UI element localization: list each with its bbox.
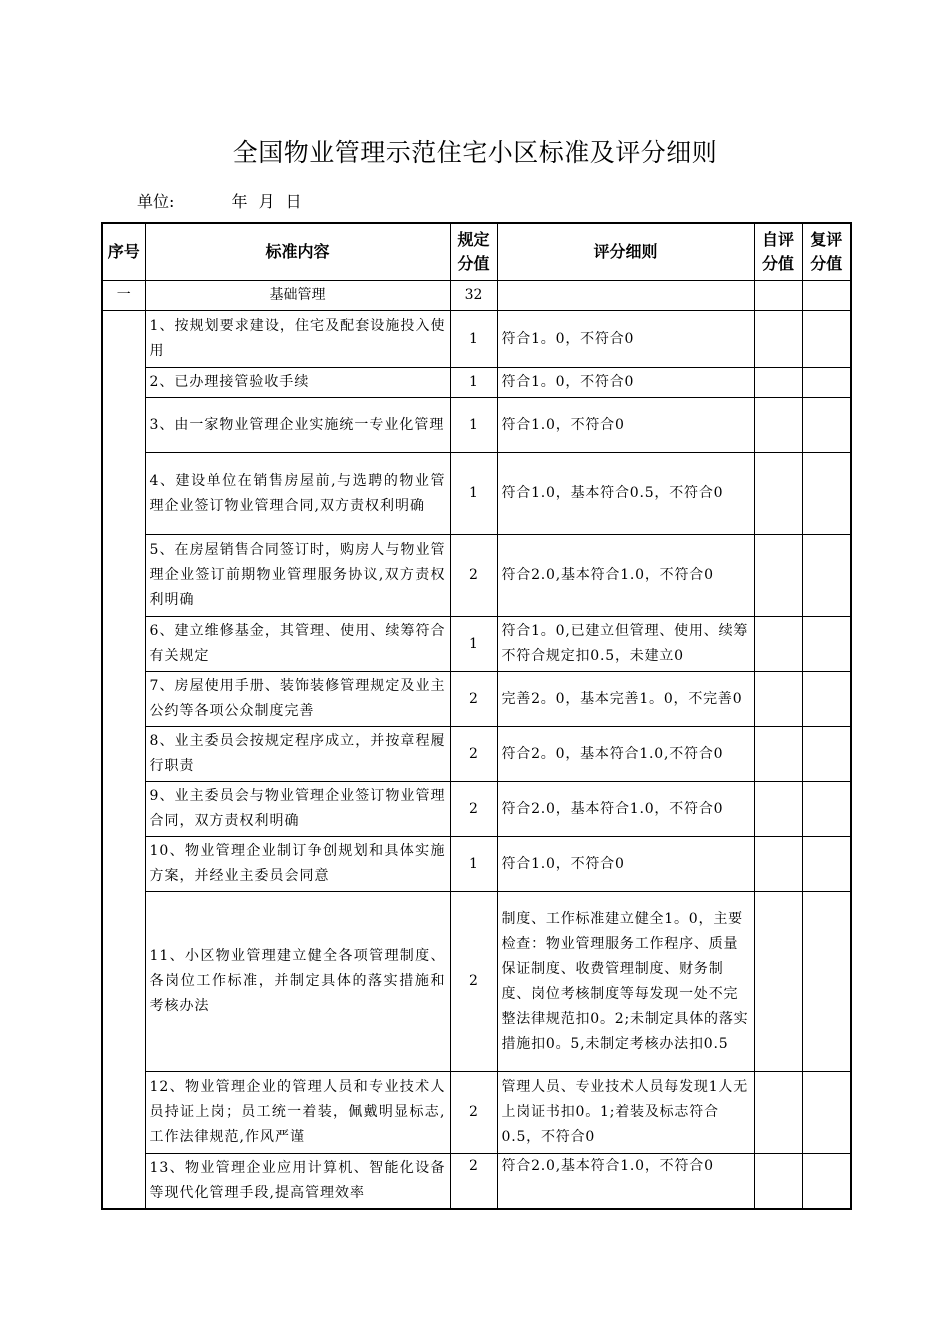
scoring-detail: 符合1.0，不符合0: [497, 837, 754, 892]
scoring-detail: 符合2。0，基本符合1.0,不符合0: [497, 727, 754, 782]
table-row: [102, 1072, 851, 1154]
page-title: 全国物业管理示范住宅小区标准及评分细则: [232, 138, 718, 167]
standard-content: 6、建立维修基金，其管理、使用、续筹符合有关规定: [145, 617, 450, 672]
table-row: [102, 368, 851, 398]
standard-score: 2: [450, 892, 497, 1072]
section-score: 32: [450, 281, 497, 311]
header-content: 标准内容: [145, 223, 450, 281]
self-score-cell[interactable]: [754, 672, 802, 727]
standard-score: 2: [450, 782, 497, 837]
scoring-detail: 完善2。0，基本完善1。0，不完善0: [497, 672, 754, 727]
scoring-detail: 符合1。0，不符合0: [497, 311, 754, 368]
scoring-detail: 符合1。0,已建立但管理、使用、续筹不符合规定扣0.5，未建立0: [497, 617, 754, 672]
table-row: [102, 727, 851, 782]
standard-score: 1: [450, 311, 497, 368]
scoring-detail: 符合1.0，基本符合0.5，不符合0: [497, 453, 754, 535]
self-score-cell[interactable]: [754, 368, 802, 398]
section-seq: 一: [102, 281, 145, 311]
self-score-cell[interactable]: [754, 837, 802, 892]
scoring-table: [101, 222, 852, 1210]
self-score-cell[interactable]: [754, 398, 802, 453]
standard-content: 4、建设单位在销售房屋前,与选聘的物业管理企业签订物业管理合同,双方责权利明确: [145, 453, 450, 535]
review-score-cell[interactable]: [802, 892, 851, 1072]
standard-content: 11、小区物业管理建立健全各项管理制度、各岗位工作标准，并制定具体的落实措施和考核办法: [145, 892, 450, 1072]
unit-label: 单位:: [137, 192, 175, 211]
scoring-detail: 符合2.0，基本符合1.0，不符合0: [497, 782, 754, 837]
review-score-cell[interactable]: [802, 1154, 851, 1209]
self-score-cell[interactable]: [754, 727, 802, 782]
section-self-score: [754, 281, 802, 311]
header-score: 规定分值: [450, 223, 497, 281]
review-score-cell[interactable]: [802, 535, 851, 617]
review-score-cell[interactable]: [802, 782, 851, 837]
review-score-cell[interactable]: [802, 837, 851, 892]
standard-score: 1: [450, 398, 497, 453]
standard-content: 12、物业管理企业的管理人员和专业技术人员持证上岗；员工统一着装，佩戴明显标志,工作法律规范,作风严谨: [145, 1072, 450, 1154]
standard-content: 7、房屋使用手册、装饰装修管理规定及业主公约等各项公众制度完善: [145, 672, 450, 727]
review-score-cell[interactable]: [802, 368, 851, 398]
standard-content: 10、物业管理企业制订争创规划和具体实施方案，并经业主委员会同意: [145, 837, 450, 892]
review-score-cell[interactable]: [802, 617, 851, 672]
table-row: [102, 535, 851, 617]
standard-score: 1: [450, 453, 497, 535]
standard-score: 1: [450, 368, 497, 398]
table-row: [102, 1154, 851, 1209]
section-row: [102, 281, 851, 311]
review-score-cell[interactable]: [802, 672, 851, 727]
scoring-detail: 制度、工作标准建立健全1。0，主要检查：物业管理服务工作程序、质量保证制度、收费管理制度、财务制度、岗位考核制度等每发现一处不完整法律规范扣0。2;未制定具体的落实措施扣0。5,未制定考核办法扣0.5: [497, 892, 754, 1072]
review-score-cell[interactable]: [802, 311, 851, 368]
standard-score: 2: [450, 1072, 497, 1154]
standard-score: 2: [450, 1154, 497, 1209]
review-score-cell[interactable]: [802, 727, 851, 782]
review-score-cell[interactable]: [802, 453, 851, 535]
table-row: [102, 782, 851, 837]
standard-score: 2: [450, 672, 497, 727]
header-self-score: 自评分值: [754, 223, 802, 281]
standard-content: 13、物业管理企业应用计算机、智能化设备等现代化管理手段,提高管理效率: [145, 1154, 450, 1209]
section-review-score: [802, 281, 851, 311]
section-detail: [497, 281, 754, 311]
standard-content: 1、按规划要求建设，住宅及配套设施投入使用: [145, 311, 450, 368]
standard-score: 1: [450, 617, 497, 672]
date-label: 年 月 日: [231, 192, 302, 211]
scoring-detail: 符合1.0，不符合0: [497, 398, 754, 453]
self-score-cell[interactable]: [754, 617, 802, 672]
standard-content: 3、由一家物业管理企业实施统一专业化管理: [145, 398, 450, 453]
standard-content: 2、已办理接管验收手续: [145, 368, 450, 398]
header-seq: 序号: [102, 223, 145, 281]
standard-content: 9、业主委员会与物业管理企业签订物业管理合同，双方责权利明确: [145, 782, 450, 837]
seq-cell-merged: [102, 311, 145, 1209]
unit-date-line: [137, 189, 302, 212]
review-score-cell[interactable]: [802, 1072, 851, 1154]
table-row: [102, 837, 851, 892]
section-name: 基础管理: [145, 281, 450, 311]
self-score-cell[interactable]: [754, 782, 802, 837]
standard-score: 1: [450, 837, 497, 892]
header-detail: 评分细则: [497, 223, 754, 281]
self-score-cell[interactable]: [754, 892, 802, 1072]
header-review-score: 复评分值: [802, 223, 851, 281]
self-score-cell[interactable]: [754, 535, 802, 617]
table-row: [102, 453, 851, 535]
table-row: [102, 892, 851, 1072]
standard-content: 5、在房屋销售合同签订时，购房人与物业管理企业签订前期物业管理服务协议,双方责权利明确: [145, 535, 450, 617]
self-score-cell[interactable]: [754, 1072, 802, 1154]
standard-score: 2: [450, 535, 497, 617]
scoring-detail: 符合2.0,基本符合1.0，不符合0: [497, 535, 754, 617]
standard-content: 8、业主委员会按规定程序成立，并按章程履行职责: [145, 727, 450, 782]
self-score-cell[interactable]: [754, 311, 802, 368]
self-score-cell[interactable]: [754, 1154, 802, 1209]
self-score-cell[interactable]: [754, 453, 802, 535]
table-row: [102, 398, 851, 453]
table-row: [102, 672, 851, 727]
table-row: [102, 311, 851, 368]
table-header-row: [102, 223, 851, 281]
table-row: [102, 617, 851, 672]
standard-score: 2: [450, 727, 497, 782]
scoring-detail: 符合1。0，不符合0: [497, 368, 754, 398]
scoring-detail: 管理人员、专业技术人员每发现1人无上岗证书扣0。1;着装及标志符合0.5，不符合0: [497, 1072, 754, 1154]
review-score-cell[interactable]: [802, 398, 851, 453]
scoring-detail: 符合2.0,基本符合1.0，不符合0: [497, 1154, 754, 1209]
